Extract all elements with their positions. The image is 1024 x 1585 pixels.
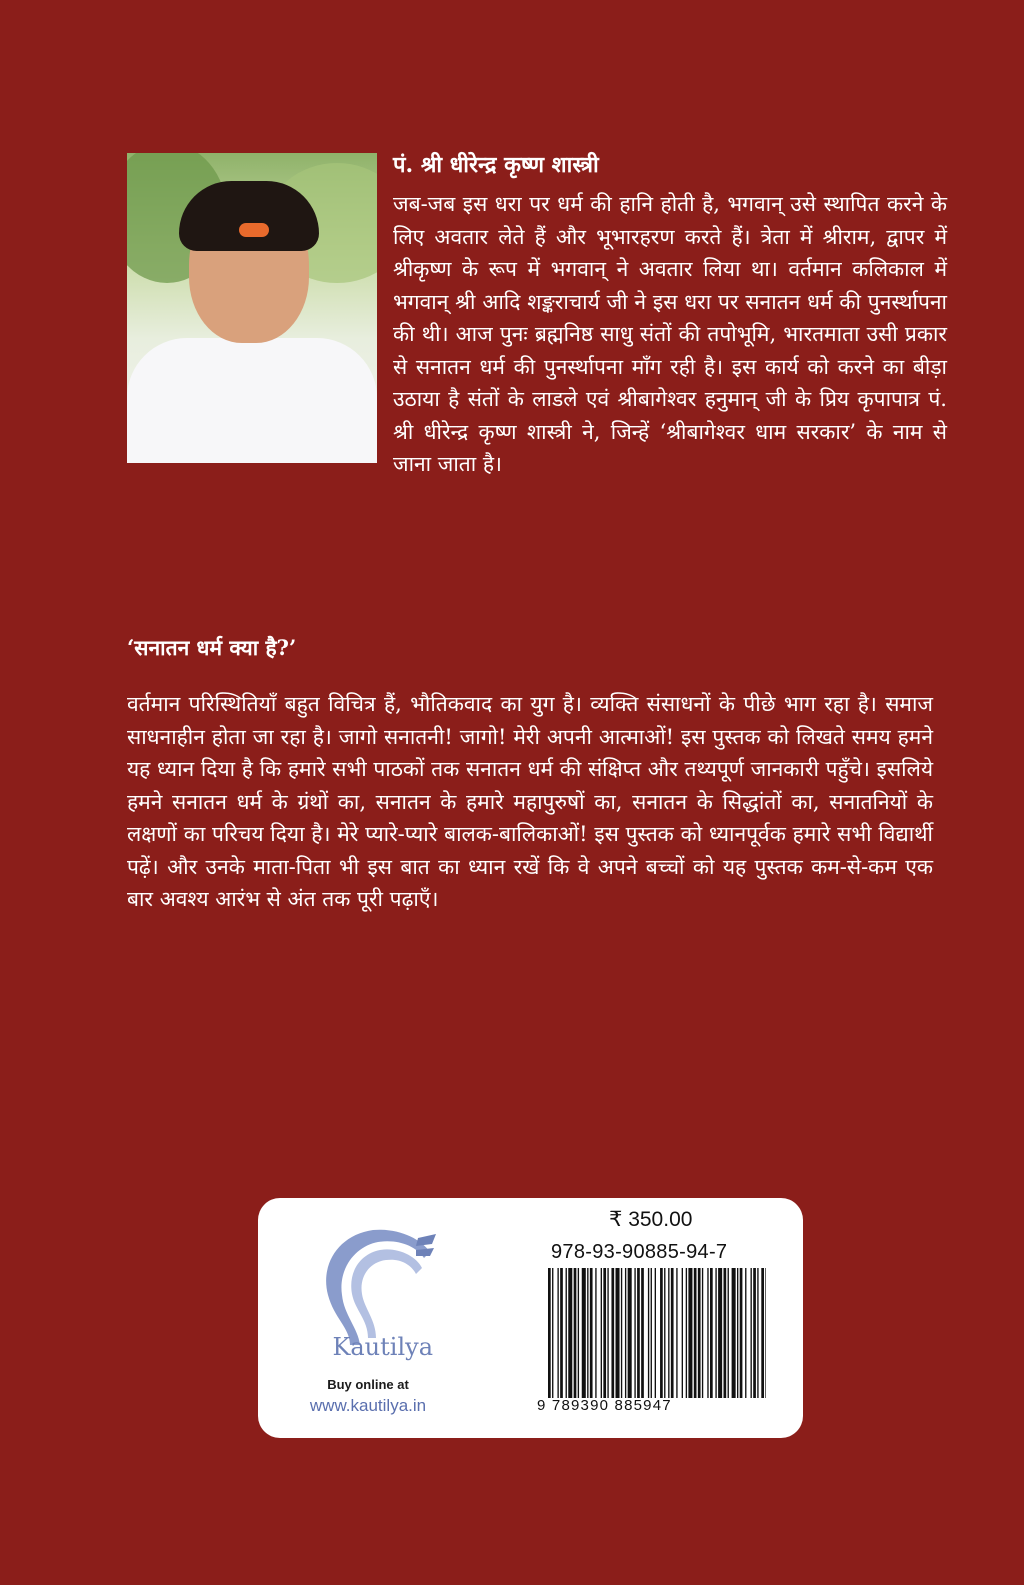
author-name: पं. श्री धीरेन्द्र कृष्ण शास्त्री <box>393 152 599 178</box>
book-heading: ‘सनातन धर्म क्या है?’ <box>127 635 297 660</box>
price: ₹ 350.00 <box>609 1208 693 1231</box>
publisher-website-link[interactable]: www.kautilya.in <box>309 1396 427 1415</box>
barcode <box>548 1268 766 1398</box>
publisher-name: Kautilya <box>332 1333 433 1361</box>
author-photo <box>127 153 377 463</box>
isbn: 978-93-90885-94-7 <box>551 1241 728 1263</box>
author-bio: जब-जब इस धरा पर धर्म की हानि होती है, भगवान् उसे स्थापित करने के लिए अवतार लेते हैं और भूभारहरण करते हैं। त्रेता में श्रीराम, द्वापर में श्रीकृष्ण के रूप में भगवान् ने अवतार लिया था। वर्तमान कलिकाल में भगवान् श्री आदि शङ्कराचार्य जी ने इस धरा पर सनातन धर्म की पुनर्स्थापना की थी। आज पुनः ब्रह्मनिष्ठ साधु संतों की तपोभूमि, भारतमाता उसी प्रकार से सनातन धर्म की पुनर्स्थापना माँग रही है। इस कार्य को करने का बीड़ा उठाया है संतों के लाडले एवं श्रीबागेश्वर हनुमान् जी के प्रिय कृपापात्र पं. श्री धीरेन्द्र कृष्ण शास्त्री ने, जिन्हें ‘श्रीबागेश्वर धाम सरकार’ के नाम से जाना जाता है। <box>393 192 947 476</box>
buy-online-label: Buy online at <box>327 1377 409 1392</box>
book-description: वर्तमान परिस्थितियाँ बहुत विचित्र हैं, भौतिकवाद का युग है। व्यक्ति संसाधनों के पीछे भाग रहा है। समाज साधनाहीन होता जा रहा है। जागो सनातनी! जागो! मेरी अपनी आत्माओं! इस पुस्तक को लिखते समय हमने यह ध्यान दिया है कि हमारे सभी पाठकों तक सनातन धर्म की संक्षिप्त और तथ्यपूर्ण जानकारी पहुँचे। इसलिये हमने सनातन धर्म के ग्रंथों का, सनातन के हमारे महापुरुषों का, सनातन के सिद्धांतों का, सनातनियों के लक्षणों का परिचय दिया है। मेरे प्यारे-प्यारे बालक-बालिकाओं! इस पुस्तक को ध्यानपूर्वक हमारे सभी विद्यार्थी पढ़ें। और उनके माता-पिता भी इस बात का ध्यान रखें कि वे अपने बच्चों को यह पुस्तक कम-से-कम एक बार अवश्य आरंभ से अंत तक पूरी पढ़ाएँ। <box>127 692 933 911</box>
barcode-digits: 9 789390 885947 <box>537 1397 672 1414</box>
author-section <box>127 150 947 481</box>
